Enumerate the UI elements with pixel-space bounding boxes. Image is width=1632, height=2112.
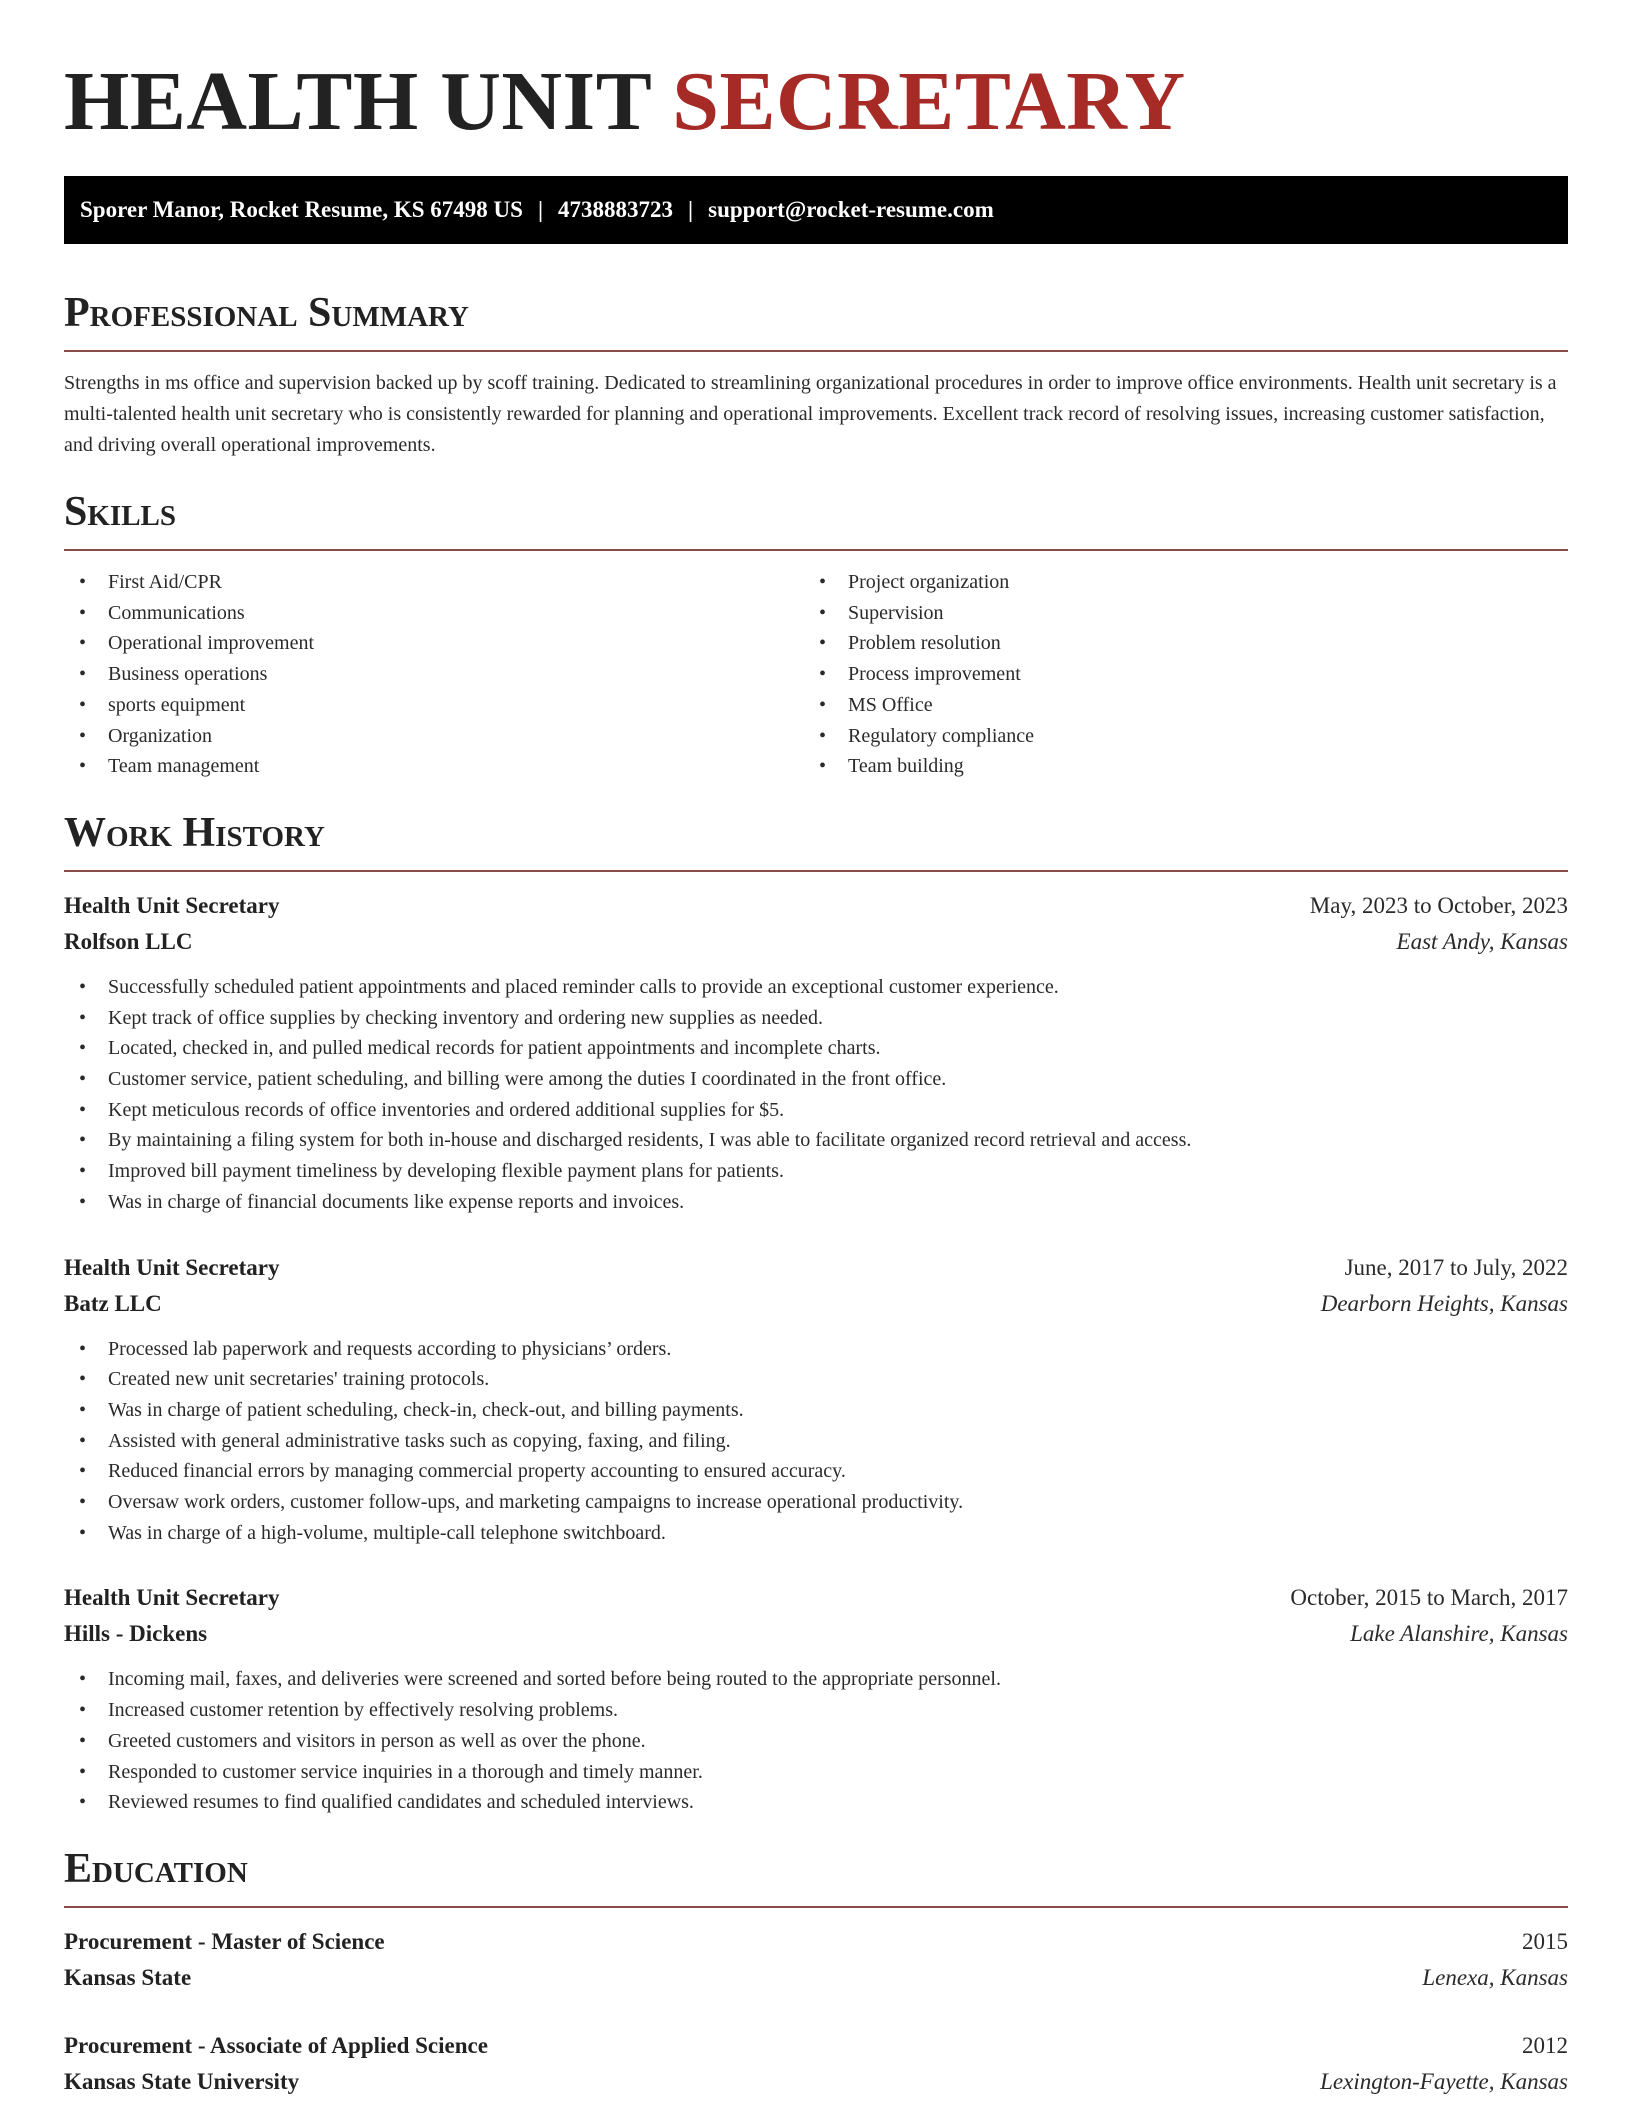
- bullet-icon: •: [819, 693, 827, 716]
- education-degree: Procurement - Master of Science: [64, 1928, 385, 1954]
- education-heading: Education: [64, 1845, 248, 1892]
- skill-item: • Regulatory compliance: [804, 721, 1544, 752]
- bullet-icon: •: [79, 1668, 87, 1691]
- education-header-row: [64, 2028, 1568, 2064]
- contact-bar: [64, 176, 1568, 244]
- contact-email[interactable]: support@rocket-resume.com: [708, 197, 994, 222]
- job-header-row: [64, 888, 1568, 924]
- duty-item: • Assisted with general administrative tasks such as copying, faxing, and filing.: [64, 1426, 1568, 1457]
- duty-item: • Customer service, patient scheduling, and billing were among the duties I coordinated in the front office.: [64, 1064, 1568, 1095]
- education-entry: [64, 1924, 1568, 1996]
- skills-section: [64, 487, 1568, 782]
- bullet-icon: •: [819, 632, 827, 655]
- skill-item: • Communications: [64, 598, 804, 629]
- job-title: Health Unit Secretary: [64, 1585, 280, 1611]
- bullet-icon: •: [79, 1460, 87, 1483]
- education-degree: Procurement - Associate of Applied Science: [64, 2032, 488, 2058]
- bullet-icon: •: [79, 632, 87, 655]
- resume-title: [64, 56, 1568, 148]
- contact-address: Sporer Manor, Rocket Resume, KS 67498 US: [80, 197, 523, 222]
- section-divider: [64, 549, 1568, 551]
- bullet-icon: •: [79, 724, 87, 747]
- skill-item: • MS Office: [804, 690, 1544, 721]
- title-main: HEALTH UNIT: [64, 55, 651, 148]
- job-company: Rolfson LLC: [64, 928, 193, 954]
- job-company: Hills - Dickens: [64, 1621, 208, 1647]
- duty-item: • Oversaw work orders, customer follow-ups, and marketing campaigns to increase operational productivity.: [64, 1487, 1568, 1518]
- education-entry: [64, 2028, 1568, 2100]
- duty-item: • Processed lab paperwork and requests according to physicians’ orders.: [64, 1334, 1568, 1365]
- skill-item: • Project organization: [804, 567, 1544, 598]
- education-school-row: [64, 2064, 1568, 2100]
- duty-item: • Kept track of office supplies by checking inventory and ordering new supplies as needed.: [64, 1003, 1568, 1034]
- skill-item: • Operational improvement: [64, 628, 804, 659]
- education-location: Lexington-Fayette, Kansas: [1320, 2068, 1568, 2094]
- duty-item: • Successfully scheduled patient appointments and placed reminder calls to provide an exceptional customer experience.: [64, 972, 1568, 1003]
- contact-separator: |: [688, 197, 694, 222]
- skill-item: • Team building: [804, 751, 1544, 782]
- education-location: Lenexa, Kansas: [1422, 1964, 1568, 1990]
- skill-item: • Business operations: [64, 659, 804, 690]
- duty-item: • Reviewed resumes to find qualified candidates and scheduled interviews.: [64, 1787, 1568, 1818]
- bullet-icon: •: [79, 1491, 87, 1514]
- bullet-icon: •: [79, 663, 87, 686]
- bullet-icon: •: [79, 601, 87, 624]
- bullet-icon: •: [79, 1429, 87, 1452]
- summary-section: [64, 288, 1568, 461]
- job-entry: [64, 1580, 1568, 1818]
- section-divider: [64, 1906, 1568, 1908]
- education-year: 2012: [1522, 2032, 1568, 2058]
- bullet-icon: •: [79, 755, 87, 778]
- duty-item: • Increased customer retention by effectively resolving problems.: [64, 1695, 1568, 1726]
- bullet-icon: •: [79, 1037, 87, 1060]
- job-header-row: [64, 1580, 1568, 1616]
- bullet-icon: •: [819, 755, 827, 778]
- bullet-icon: •: [79, 693, 87, 716]
- skill-item: • First Aid/CPR: [64, 567, 804, 598]
- job-employer-row: [64, 924, 1568, 960]
- job-dates: May, 2023 to October, 2023: [1309, 892, 1568, 918]
- duty-item: • Located, checked in, and pulled medical records for patient appointments and incomplete charts.: [64, 1033, 1568, 1064]
- section-divider: [64, 870, 1568, 872]
- duty-item: • Was in charge of a high-volume, multiple-call telephone switchboard.: [64, 1518, 1568, 1549]
- job-employer-row: [64, 1286, 1568, 1322]
- bullet-icon: •: [819, 724, 827, 747]
- duty-item: • Created new unit secretaries' training protocols.: [64, 1364, 1568, 1395]
- duty-item: • Was in charge of patient scheduling, check-in, check-out, and billing payments.: [64, 1395, 1568, 1426]
- contact-separator: |: [537, 197, 544, 222]
- education-header-row: [64, 1924, 1568, 1960]
- education-school: Kansas State: [64, 1964, 192, 1990]
- skill-item: • Problem resolution: [804, 628, 1544, 659]
- contact-phone[interactable]: 4738883723: [558, 197, 674, 222]
- job-company: Batz LLC: [64, 1290, 162, 1316]
- duty-item: • Reduced financial errors by managing commercial property accounting to ensured accuracy.: [64, 1456, 1568, 1487]
- bullet-icon: •: [819, 571, 827, 593]
- section-divider: [64, 350, 1568, 352]
- skill-item: • Team management: [64, 751, 804, 782]
- bullet-icon: •: [819, 663, 827, 686]
- job-duties: [64, 1334, 1568, 1549]
- job-location: East Andy, Kansas: [1396, 928, 1568, 954]
- bullet-icon: •: [79, 1337, 87, 1360]
- duty-item: • By maintaining a filing system for both in-house and discharged residents, I was able to facilitate organized record retrieval and access.: [64, 1125, 1568, 1156]
- education-school: Kansas State University: [64, 2068, 300, 2094]
- work-history-section: [64, 808, 1568, 1818]
- bullet-icon: •: [79, 1190, 87, 1213]
- bullet-icon: •: [79, 1699, 87, 1722]
- job-title: Health Unit Secretary: [64, 1254, 280, 1280]
- summary-text: Strengths in ms office and supervision backed up by scoff training. Dedicated to streamlining organizational procedures in order to improve office environments. Health unit secretary is a multi-talented health unit secretary who is consistently rewarded for planning and operational improvements. Excellent track record of resolving issues, increasing customer satisfaction, and driving overall operational improvements.: [64, 372, 1557, 456]
- duty-item: • Greeted customers and visitors in person as well as over the phone.: [64, 1726, 1568, 1757]
- resume-page: [64, 0, 1568, 2100]
- job-entry: [64, 1250, 1568, 1549]
- job-duties: [64, 1664, 1568, 1818]
- skills-grid: [64, 567, 1568, 782]
- bullet-icon: •: [79, 571, 87, 593]
- duty-item: • Responded to customer service inquiries in a thorough and timely manner.: [64, 1757, 1568, 1788]
- duty-item: • Improved bill payment timeliness by developing flexible payment plans for patients.: [64, 1156, 1568, 1187]
- bullet-icon: •: [79, 1521, 87, 1544]
- job-location: Lake Alanshire, Kansas: [1350, 1621, 1568, 1647]
- skill-item: • Organization: [64, 721, 804, 752]
- skill-item: • Supervision: [804, 598, 1544, 629]
- bullet-icon: •: [79, 1368, 87, 1391]
- job-employer-row: [64, 1616, 1568, 1652]
- duty-item: • Kept meticulous records of office inventories and ordered additional supplies for $5.: [64, 1095, 1568, 1126]
- bullet-icon: •: [79, 1791, 87, 1814]
- bullet-icon: •: [79, 975, 87, 998]
- skills-heading: Skills: [64, 489, 177, 535]
- duty-item: • Was in charge of financial documents like expense reports and invoices.: [64, 1187, 1568, 1218]
- job-dates: June, 2017 to July, 2022: [1344, 1254, 1568, 1280]
- job-entry: [64, 888, 1568, 1218]
- bullet-icon: •: [79, 1068, 87, 1091]
- job-location: Dearborn Heights, Kansas: [1320, 1290, 1568, 1316]
- bullet-icon: •: [79, 1729, 87, 1752]
- bullet-icon: •: [79, 1006, 87, 1029]
- summary-heading: Professional Summary: [64, 290, 469, 336]
- bullet-icon: •: [79, 1398, 87, 1421]
- title-accent: SECRETARY: [672, 55, 1186, 148]
- bullet-icon: •: [79, 1129, 87, 1152]
- bullet-icon: •: [79, 1160, 87, 1183]
- education-year: 2015: [1522, 1928, 1568, 1954]
- education-section: [64, 1844, 1568, 2100]
- job-title: Health Unit Secretary: [64, 892, 280, 918]
- bullet-icon: •: [819, 601, 827, 624]
- job-duties: [64, 972, 1568, 1218]
- job-dates: October, 2015 to March, 2017: [1290, 1585, 1568, 1611]
- education-school-row: [64, 1960, 1568, 1996]
- skills-list-right: [804, 567, 1544, 782]
- job-header-row: [64, 1250, 1568, 1286]
- skill-item: • sports equipment: [64, 690, 804, 721]
- duty-item: • Incoming mail, faxes, and deliveries were screened and sorted before being routed to the appropriate personnel.: [64, 1664, 1568, 1695]
- work-history-heading: Work History: [64, 809, 325, 856]
- bullet-icon: •: [79, 1760, 87, 1783]
- skill-item: • Process improvement: [804, 659, 1544, 690]
- bullet-icon: •: [79, 1098, 87, 1121]
- skills-list-left: [64, 567, 804, 782]
